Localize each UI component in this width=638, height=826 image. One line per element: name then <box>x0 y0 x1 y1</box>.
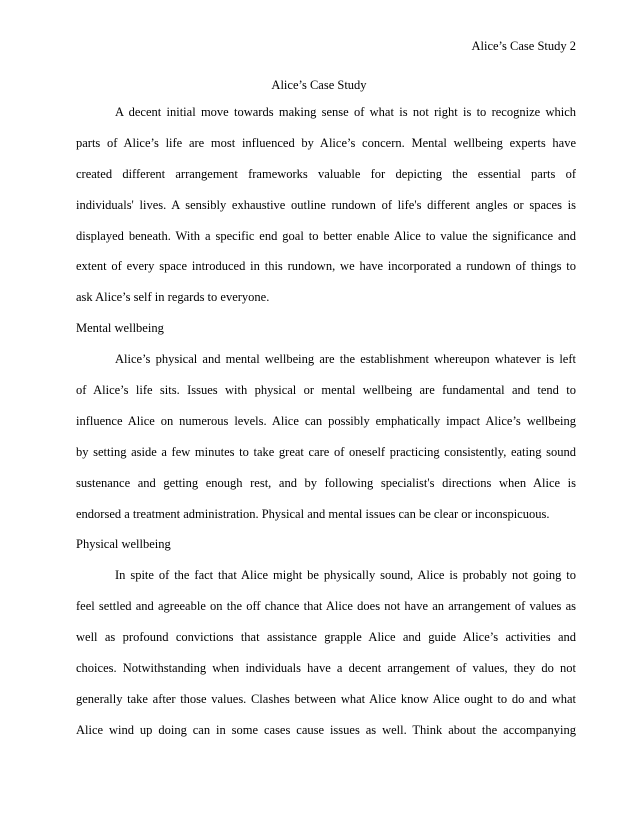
paragraph-line: Alice’s physical and mental wellbeing are the establishment whereupon whatever is left <box>115 352 576 367</box>
paragraph-line: extent of every space introduced in this rundown, we have incorporated a rundown of things to <box>76 259 576 274</box>
paragraph-line: created different arrangement frameworks valuable for depicting the essential parts of <box>76 166 576 181</box>
document-title: Alice’s Case Study <box>271 78 367 92</box>
paragraph-line: well as profound convictions that assistance grapple Alice and guide Alice’s activities and <box>76 630 576 645</box>
paragraph-line: sustenance and getting enough rest, and by following specialist's directions when Alice is <box>76 475 576 490</box>
paragraph-intro <box>76 104 576 320</box>
paragraph-line: A decent initial move towards making sense of what is not right is to recognize which <box>115 105 576 119</box>
paragraph-line: endorsed a treatment administration. Physical and mental issues can be clear or inconspicuous. <box>76 506 550 521</box>
running-head: Alice’s Case Study 2 <box>471 39 576 53</box>
paragraph-line: of Alice’s life sits. Issues with physical or mental wellbeing are fundamental and tend to <box>76 383 576 398</box>
paragraph-line: by setting aside a few minutes to take great care of oneself practicing consistently, eating sound <box>76 444 576 459</box>
paragraph-physical-wellbeing <box>76 567 576 752</box>
paragraph-mental-wellbeing <box>76 351 576 536</box>
paragraph-line: influence Alice on numerous levels. Alice can possibly emphatically impact Alice’s wellbeing <box>76 413 576 428</box>
paragraph-line: parts of Alice’s life are most influenced by Alice’s concern. Mental wellbeing experts have <box>76 135 576 150</box>
paragraph-line: feel settled and agreeable on the off chance that Alice does not have an arrangement of values as <box>76 599 576 614</box>
section-heading-physical-wellbeing: Physical wellbeing <box>76 537 171 552</box>
paragraph-line: individuals' lives. A sensibly exhaustive outline rundown of life's different angles or spaces is <box>76 197 576 212</box>
paragraph-line: Alice wind up doing can in some cases cause issues as well. Think about the accompanying <box>76 722 576 737</box>
document-body <box>76 104 576 753</box>
paragraph-line: ask Alice’s self in regards to everyone. <box>76 290 270 305</box>
paragraph-line: generally take after those values. Clashes between what Alice know Alice ought to do and what <box>76 691 576 706</box>
paragraph-line: In spite of the fact that Alice might be physically sound, Alice is probably not going to <box>115 568 576 583</box>
paragraph-line: displayed beneath. With a specific end goal to better enable Alice to value the significance and <box>76 228 576 243</box>
section-heading-mental-wellbeing: Mental wellbeing <box>76 321 164 336</box>
paragraph-line: choices. Notwithstanding when individuals have a decent arrangement of values, they do not <box>76 661 576 676</box>
